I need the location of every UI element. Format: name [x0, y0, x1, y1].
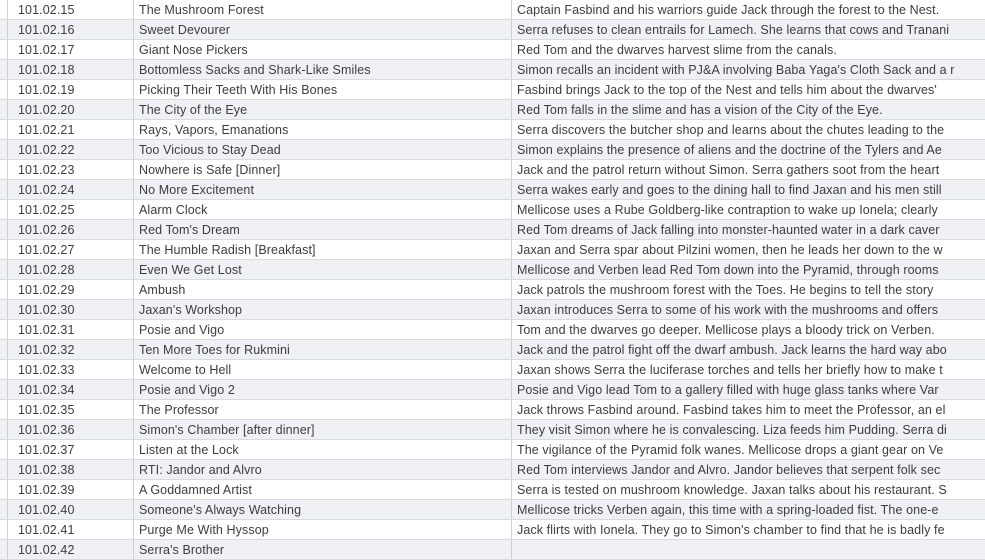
row-margin-cell[interactable] — [0, 180, 8, 199]
episode-title-cell[interactable]: Ten More Toes for Rukmini — [134, 340, 512, 359]
episode-number-cell[interactable]: 101.02.19 — [8, 80, 134, 99]
episode-description-cell[interactable]: Serra wakes early and goes to the dining hall to find Jaxan and his men still — [517, 182, 942, 197]
row-margin-cell[interactable] — [0, 260, 8, 279]
episode-number-cell[interactable]: 101.02.18 — [8, 60, 134, 79]
episode-description-cell[interactable]: Mellicose and Verben lead Red Tom down into the Pyramid, through rooms — [517, 262, 939, 277]
row-margin-cell[interactable] — [0, 0, 8, 19]
episode-description-cell[interactable]: Jaxan and Serra spar about Pilzini women, then he leads her down to the w — [517, 242, 943, 257]
episode-description-cell[interactable]: Jaxan shows Serra the luciferase torches and tells her briefly how to make t — [517, 362, 943, 377]
table-row — [0, 200, 985, 220]
episode-description-cell[interactable]: Mellicose uses a Rube Goldberg-like contraption to wake up Ionela; clearly — [517, 202, 938, 217]
row-margin-cell[interactable] — [0, 140, 8, 159]
episode-title-cell[interactable]: Listen at the Lock — [134, 440, 512, 459]
episode-description-cell[interactable]: Serra is tested on mushroom knowledge. Jaxan talks about his restaurant. S — [517, 482, 947, 497]
table-row — [0, 340, 985, 360]
episode-number-cell[interactable]: 101.02.31 — [8, 320, 134, 339]
table-row — [0, 180, 985, 200]
episode-title-cell[interactable]: Alarm Clock — [134, 200, 512, 219]
episode-title-cell[interactable]: Someone's Always Watching — [134, 500, 512, 519]
table-row — [0, 220, 985, 240]
episode-title-cell[interactable]: Red Tom's Dream — [134, 220, 512, 239]
episode-description-cell[interactable]: Red Tom dreams of Jack falling into monster-haunted water in a dark caver — [517, 222, 940, 237]
table-row — [0, 500, 985, 520]
table-row — [0, 460, 985, 480]
episode-description-cell[interactable]: Mellicose tricks Verben again, this time with a spring-loaded fist. The one-e — [517, 502, 939, 517]
row-margin-cell[interactable] — [0, 300, 8, 319]
episode-description-cell[interactable]: Jack and the patrol fight off the dwarf ambush. Jack learns the hard way abo — [517, 342, 947, 357]
episode-description-cell[interactable]: Jack throws Fasbind around. Fasbind takes him to meet the Professor, an el — [517, 402, 946, 417]
episode-number-cell[interactable]: 101.02.41 — [8, 520, 134, 539]
episode-number-cell[interactable]: 101.02.23 — [8, 160, 134, 179]
row-margin-cell[interactable] — [0, 520, 8, 539]
episode-number-cell[interactable]: 101.02.34 — [8, 380, 134, 399]
table-row — [0, 0, 985, 20]
table-row — [0, 260, 985, 280]
episode-title-cell[interactable]: Posie and Vigo 2 — [134, 380, 512, 399]
table-row — [0, 40, 985, 60]
table-row — [0, 360, 985, 380]
episode-number-cell[interactable]: 101.02.21 — [8, 120, 134, 139]
episode-description-cell[interactable]: Red Tom and the dwarves harvest slime from the canals. — [517, 42, 837, 57]
row-margin-cell[interactable] — [0, 100, 8, 119]
row-margin-cell[interactable] — [0, 540, 8, 559]
row-margin-cell[interactable] — [0, 160, 8, 179]
episode-number-cell[interactable]: 101.02.16 — [8, 20, 134, 39]
episode-title-cell[interactable]: Bottomless Sacks and Shark-Like Smiles — [134, 60, 512, 79]
row-margin-cell[interactable] — [0, 460, 8, 479]
episode-title-cell[interactable]: Giant Nose Pickers — [134, 40, 512, 59]
episode-description-cell[interactable]: Jack flirts with Ionela. They go to Simon's chamber to find that he is badly fe — [517, 522, 945, 537]
row-margin-cell[interactable] — [0, 120, 8, 139]
table-row — [0, 480, 985, 500]
table-row — [0, 440, 985, 460]
episode-number-cell[interactable]: 101.02.27 — [8, 240, 134, 259]
episode-number-cell[interactable]: 101.02.17 — [8, 40, 134, 59]
episode-title-cell[interactable]: A Goddamned Artist — [134, 480, 512, 499]
episode-description-cell[interactable] — [512, 540, 985, 559]
episode-title-cell[interactable]: The Professor — [134, 400, 512, 419]
episode-number-cell[interactable]: 101.02.40 — [8, 500, 134, 519]
episode-number-cell[interactable]: 101.02.22 — [8, 140, 134, 159]
row-margin-cell[interactable] — [0, 80, 8, 99]
row-margin-cell[interactable] — [0, 380, 8, 399]
table-row — [0, 60, 985, 80]
table-row — [0, 80, 985, 100]
episode-description-cell[interactable]: Tom and the dwarves go deeper. Mellicose plays a bloody trick on Verben. — [517, 322, 935, 337]
row-margin-cell[interactable] — [0, 240, 8, 259]
table-row — [0, 20, 985, 40]
episode-title-cell[interactable]: Picking Their Teeth With His Bones — [134, 80, 512, 99]
table-row — [0, 420, 985, 440]
episode-description-cell[interactable]: Simon explains the presence of aliens and the doctrine of the Tylers and Ae — [517, 142, 942, 157]
episode-title-cell[interactable]: Sweet Devourer — [134, 20, 512, 39]
row-margin-cell[interactable] — [0, 200, 8, 219]
row-margin-cell[interactable] — [0, 420, 8, 439]
table-row — [0, 380, 985, 400]
episode-title-cell[interactable]: Serra's Brother — [134, 540, 512, 559]
episode-number-cell[interactable]: 101.02.28 — [8, 260, 134, 279]
episode-number-cell[interactable]: 101.02.29 — [8, 280, 134, 299]
table-row — [0, 160, 985, 180]
row-margin-cell[interactable] — [0, 340, 8, 359]
row-margin-cell[interactable] — [0, 480, 8, 499]
row-margin-cell[interactable] — [0, 220, 8, 239]
episode-number-cell[interactable]: 101.02.26 — [8, 220, 134, 239]
row-margin-cell[interactable] — [0, 40, 8, 59]
table-row — [0, 100, 985, 120]
episode-title-cell[interactable]: RTI: Jandor and Alvro — [134, 460, 512, 479]
episode-number-cell[interactable]: 101.02.15 — [8, 0, 134, 19]
episode-title-cell[interactable]: Ambush — [134, 280, 512, 299]
row-margin-cell[interactable] — [0, 20, 8, 39]
episode-title-cell[interactable]: Rays, Vapors, Emanations — [134, 120, 512, 139]
episode-number-cell[interactable]: 101.02.33 — [8, 360, 134, 379]
row-margin-cell[interactable] — [0, 320, 8, 339]
table-row — [0, 280, 985, 300]
episode-title-cell[interactable]: The City of the Eye — [134, 100, 512, 119]
episode-number-cell[interactable]: 101.02.35 — [8, 400, 134, 419]
episode-number-cell[interactable]: 101.02.39 — [8, 480, 134, 499]
episode-number-cell[interactable]: 101.02.36 — [8, 420, 134, 439]
episode-number-cell[interactable]: 101.02.20 — [8, 100, 134, 119]
episode-description-cell[interactable]: Red Tom falls in the slime and has a vision of the City of the Eye. — [517, 102, 883, 117]
episode-title-cell[interactable]: Simon's Chamber [after dinner] — [134, 420, 512, 439]
episode-title-cell[interactable]: No More Excitement — [134, 180, 512, 199]
episode-number-cell[interactable]: 101.02.32 — [8, 340, 134, 359]
table-row — [0, 520, 985, 540]
episode-number-cell[interactable]: 101.02.37 — [8, 440, 134, 459]
episode-description-cell[interactable]: Red Tom interviews Jandor and Alvro. Jandor believes that serpent folk sec — [517, 462, 941, 477]
table-row — [0, 400, 985, 420]
episode-description-cell[interactable]: Captain Fasbind and his warriors guide Jack through the forest to the Nest. — [517, 2, 940, 17]
episode-title-cell[interactable]: The Humble Radish [Breakfast] — [134, 240, 512, 259]
episode-description-cell[interactable]: They visit Simon where he is convalescing. Liza feeds him Pudding. Serra di — [517, 422, 947, 437]
row-margin-cell[interactable] — [0, 500, 8, 519]
episode-title-cell[interactable]: Nowhere is Safe [Dinner] — [134, 160, 512, 179]
table-row — [0, 540, 985, 560]
episode-description-cell[interactable]: Simon recalls an incident with PJ&A involving Baba Yaga's Cloth Sack and a r — [517, 62, 955, 77]
episode-description-cell[interactable]: The vigilance of the Pyramid folk wanes. Mellicose drops a giant gear on Ve — [517, 442, 944, 457]
episode-description-cell[interactable]: Jaxan introduces Serra to some of his work with the mushrooms and offers — [517, 302, 939, 317]
episode-description-cell[interactable]: Serra discovers the butcher shop and learns about the chutes leading to the — [517, 122, 945, 137]
episode-description-cell[interactable]: Jack and the patrol return without Simon. Serra gathers soot from the heart — [517, 162, 940, 177]
episode-title-cell[interactable]: Too Vicious to Stay Dead — [134, 140, 512, 159]
episode-description-cell[interactable]: Fasbind brings Jack to the top of the Nest and tells him about the dwarves' — [517, 82, 937, 97]
table-row — [0, 320, 985, 340]
episode-title-cell[interactable]: Posie and Vigo — [134, 320, 512, 339]
episode-number-cell[interactable]: 101.02.25 — [8, 200, 134, 219]
row-margin-cell[interactable] — [0, 360, 8, 379]
episode-title-cell[interactable]: Welcome to Hell — [134, 360, 512, 379]
row-margin-cell[interactable] — [0, 440, 8, 459]
table-row — [0, 120, 985, 140]
episode-number-cell[interactable]: 101.02.30 — [8, 300, 134, 319]
table-row — [0, 300, 985, 320]
episode-title-cell[interactable]: Jaxan's Workshop — [134, 300, 512, 319]
episode-title-cell[interactable]: Even We Get Lost — [134, 260, 512, 279]
episode-title-cell[interactable]: The Mushroom Forest — [134, 0, 512, 19]
episode-description-cell[interactable]: Jack patrols the mushroom forest with the Toes. He begins to tell the story — [517, 282, 934, 297]
episode-description-cell[interactable]: Posie and Vigo lead Tom to a gallery filled with huge glass tanks where Var — [517, 382, 939, 397]
episode-description-cell[interactable]: Serra refuses to clean entrails for Lamech. She learns that cows and Tranani — [517, 22, 950, 37]
row-margin-cell[interactable] — [0, 280, 8, 299]
episode-title-cell[interactable]: Purge Me With Hyssop — [134, 520, 512, 539]
episode-number-cell[interactable]: 101.02.24 — [8, 180, 134, 199]
episode-number-cell[interactable]: 101.02.42 — [8, 540, 134, 559]
table-row — [0, 140, 985, 160]
episode-number-cell[interactable]: 101.02.38 — [8, 460, 134, 479]
table-row — [0, 240, 985, 260]
row-margin-cell[interactable] — [0, 60, 8, 79]
row-margin-cell[interactable] — [0, 400, 8, 419]
